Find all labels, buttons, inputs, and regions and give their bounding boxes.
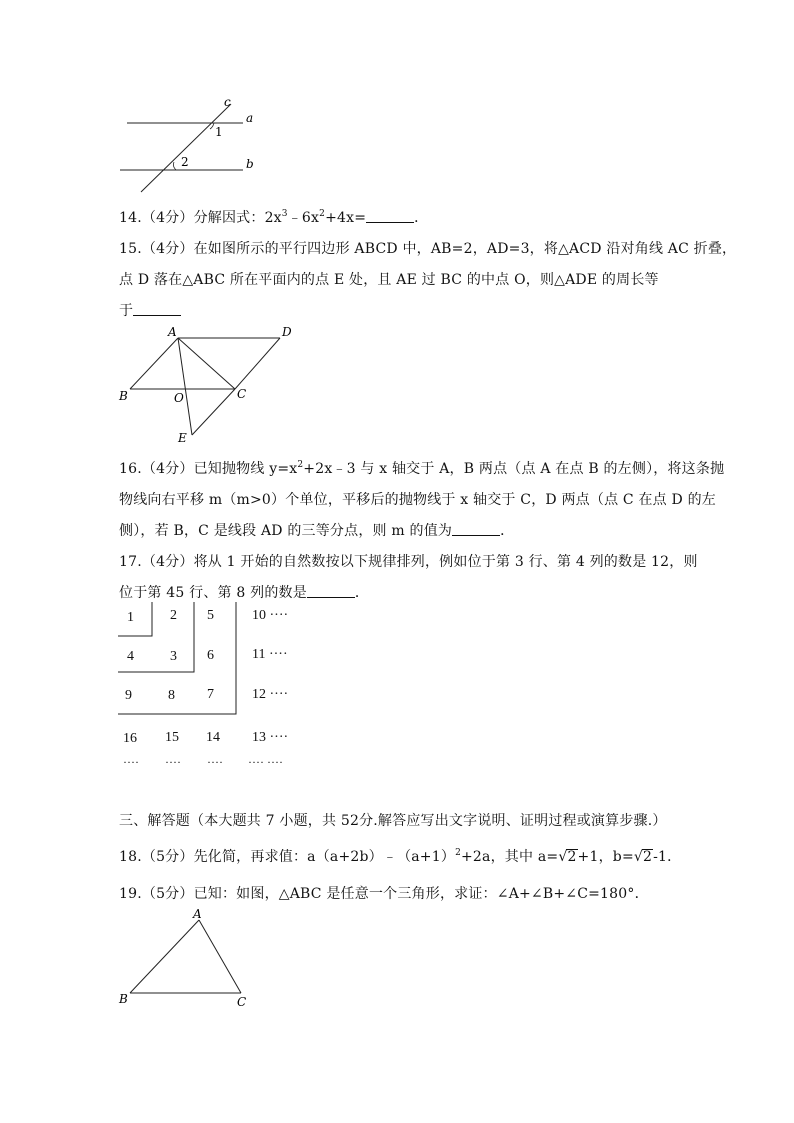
q18-radicand-1: 2 — [567, 849, 577, 865]
label-A: A — [193, 907, 202, 921]
q16-text-2: +2x﹣3 与 x 轴交于 A，B 两点（点 A 在点 B 的左侧），将这条抛 — [303, 461, 725, 477]
side-ac — [199, 920, 241, 993]
grid-cell: 2 — [170, 608, 177, 623]
label-C: C — [237, 995, 247, 1009]
grid-cell: 14 — [206, 730, 220, 745]
label-B: B — [119, 389, 128, 403]
q16-prefix: 侧），若 B，C 是线段 AD 的三等分点，则 m 的值为 — [119, 523, 453, 539]
label-angle-2: 2 — [181, 155, 189, 169]
grid-cell: 7 — [207, 687, 214, 702]
q14-text-3: +4x= — [325, 210, 367, 226]
q18-text-4: -1． — [653, 849, 682, 865]
grid-cell: 8 — [168, 688, 175, 703]
q18-text-3: +1，b= — [577, 849, 634, 865]
label-B: B — [119, 992, 128, 1006]
sqrt-symbol: √ — [633, 849, 644, 865]
grid-cell: ···· ···· — [248, 755, 283, 769]
q14-exp-1: 3 — [281, 209, 288, 219]
q18-text-1: 18.（5分）先化简，再求值：a（a+2b）﹣（a+1） — [119, 849, 456, 865]
grid-cell: 12 ···· — [252, 687, 289, 702]
question-19: 19.（5分）已知：如图，△ABC 是任意一个三角形，求证：∠A+∠B+∠C=180°． — [119, 886, 649, 902]
label-C: C — [237, 387, 247, 401]
segment-ae — [178, 338, 192, 435]
parallel-lines-figure — [110, 92, 270, 194]
parallelogram-figure — [112, 322, 302, 448]
question-14 — [119, 207, 428, 227]
answer-blank[interactable] — [366, 210, 414, 223]
label-D: D — [282, 325, 292, 339]
grid-cell: 1 — [127, 610, 134, 625]
label-b: b — [246, 157, 254, 171]
triangle-figure — [112, 904, 262, 1012]
side-dc — [235, 338, 280, 389]
label-c: c — [224, 95, 231, 109]
grid-cell: 13 ···· — [252, 730, 289, 745]
grid-cell: 10 ···· — [252, 608, 289, 623]
q16-suffix: ． — [500, 523, 515, 539]
answer-blank[interactable] — [133, 303, 181, 316]
side-ab — [130, 920, 199, 993]
question-16-line-3 — [119, 520, 514, 540]
q14-text-2: ﹣6x — [287, 210, 320, 226]
grid-cell: ···· — [207, 755, 223, 769]
grid-cell: 4 — [127, 649, 134, 664]
question-15-line-3 — [119, 300, 181, 320]
q14-text-1: 14.（4分）分解因式：2x — [119, 210, 282, 226]
q14-exp-2: 2 — [319, 209, 326, 219]
answer-blank[interactable] — [307, 585, 355, 598]
question-15-line-2: 点 D 落在△ABC 所在平面内的点 E 处，且 AE 过 BC 的中点 O，则△ADE 的周长等 — [119, 272, 659, 288]
q15-prefix: 于 — [119, 303, 134, 319]
grid-cell: 15 — [165, 730, 179, 745]
q18-text-2: +2a，其中 a= — [461, 849, 559, 865]
q18-exp: 2 — [455, 848, 461, 858]
q16-text-1: 16.（4分）已知抛物线 y=x — [119, 461, 298, 477]
question-18 — [119, 846, 681, 866]
diagonal-ac — [178, 338, 235, 389]
grid-cell: 6 — [207, 648, 214, 663]
q16-exp: 2 — [297, 460, 304, 470]
question-16-line-2: 物线向右平移 m（m>0）个单位，平移后的抛物线于 x 轴交于 C，D 两点（点 C 在点 D 的左 — [119, 492, 717, 508]
transversal-c — [141, 104, 231, 192]
grid-cell: 16 — [123, 731, 137, 746]
grid-cell: 3 — [170, 649, 177, 664]
angle-2-arc — [173, 162, 176, 170]
q17-prefix: 位于第 45 行、第 8 列的数是 — [119, 585, 307, 601]
q18-radicand-2: 2 — [643, 849, 653, 865]
question-16-line-1 — [119, 458, 724, 478]
label-E: E — [178, 431, 187, 445]
grid-cell: ···· — [165, 755, 181, 769]
section-3-heading: 三、解答题（本大题共 7 小题，共 52分.解答应写出文字说明、证明过程或演算步骤.） — [119, 813, 667, 829]
side-ba — [130, 338, 178, 389]
question-17-line-2 — [119, 582, 369, 602]
number-grid-figure — [118, 602, 308, 774]
grid-cell: 9 — [125, 688, 132, 703]
q14-suffix: ． — [414, 210, 429, 226]
sqrt-symbol: √ — [558, 849, 568, 865]
q17-suffix: ． — [354, 585, 370, 601]
label-angle-1: 1 — [215, 125, 223, 139]
grid-cell: ···· — [123, 755, 139, 769]
answer-blank[interactable] — [452, 523, 500, 536]
label-O: O — [174, 391, 184, 405]
grid-cell: 11 ···· — [252, 647, 288, 662]
question-17-line-1: 17.（4分）将从 1 开始的自然数按以下规律排列，例如位于第 3 行、第 4 列的数是 12，则 — [119, 554, 698, 570]
question-15-line-1: 15.（4分）在如图所示的平行四边形 ABCD 中，AB=2，AD=3，将△ACD 沿对角线 AC 折叠， — [119, 241, 737, 257]
segment-ec — [192, 389, 235, 435]
grid-cell: 5 — [207, 608, 214, 623]
label-A: A — [168, 325, 177, 339]
label-a: a — [246, 111, 254, 125]
